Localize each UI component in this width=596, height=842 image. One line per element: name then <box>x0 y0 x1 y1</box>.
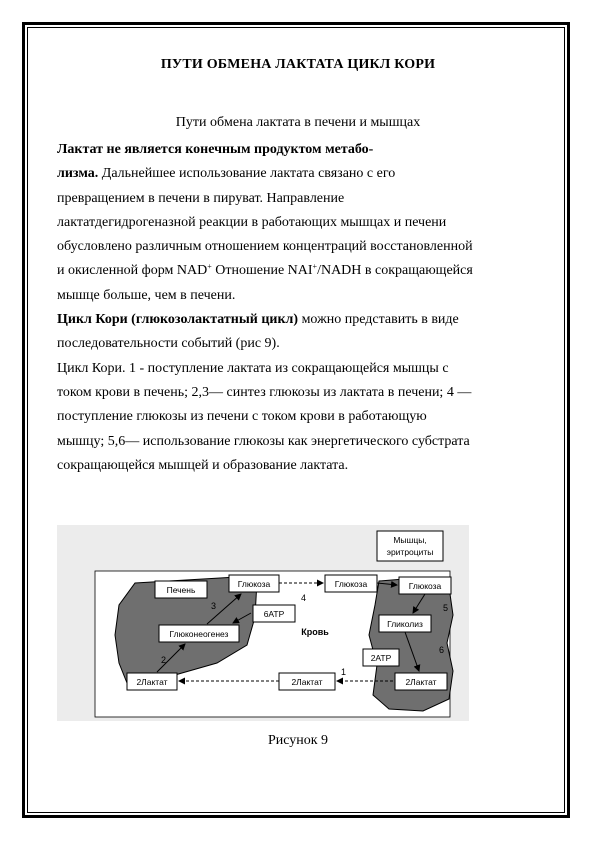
step-number-4: 4 <box>301 593 307 603</box>
paragraph-steps-line1: Цикл Кори. 1 - поступление лактата из сокращающейся мышцы с <box>57 360 449 376</box>
paragraph-steps-line4: мышцу; 5,6— использование глюкозы как энергетического субстрата <box>57 433 470 449</box>
step-number-6: 6 <box>439 645 445 655</box>
box-6atp <box>253 605 295 622</box>
paragraph-lactate-line4: лактатдегидрогеназной реакции в работающих мышцах и печени <box>57 214 447 230</box>
paragraph-cori-line2: последовательности событий (рис 9). <box>57 336 280 352</box>
page-title: ПУТИ ОБМЕНА ЛАКТАТА ЦИКЛ КОРИ <box>160 57 436 72</box>
label-glucose-muscle: Глюкоза <box>408 581 442 591</box>
body-text <box>57 138 543 478</box>
label-glucose-liver: Глюкоза <box>237 579 271 589</box>
box-muscle <box>377 531 443 561</box>
box-glucose-muscle <box>399 577 451 594</box>
label-lactate-liver: 2Лактат <box>136 677 168 687</box>
label-liver: Печень <box>166 585 196 595</box>
label-blood: Кровь <box>301 627 329 637</box>
box-glucose-blood <box>325 575 377 592</box>
bold-lead: Лактат не является конечным продуктом метабо- <box>57 142 374 157</box>
label-glucose-blood: Глюкоза <box>334 579 368 589</box>
box-glucose-liver <box>229 575 279 592</box>
label-2atp: 2АТР <box>370 653 392 663</box>
paragraph-steps-line2: током крови в печень; 2,3— синтез глюкозы из лактата в печени; 4 — <box>57 384 472 400</box>
box-glycolysis <box>379 615 431 632</box>
step-number-1: 1 <box>341 667 347 677</box>
box-lactate-blood <box>279 673 335 690</box>
page-subtitle: Пути обмена лактата в печени и мышцах <box>175 115 421 130</box>
box-lactate-muscle <box>395 673 447 690</box>
step-number-3: 3 <box>211 601 217 611</box>
paragraph-lactate-line3: превращением в печени в пируват. Направление <box>57 190 345 206</box>
label-lactate-blood: 2Лактат <box>291 677 323 687</box>
box-gluconeogenesis <box>159 625 239 642</box>
paragraph-steps-line3: поступление глюкозы из печени с током крови в работающую <box>57 409 427 425</box>
step-number-5: 5 <box>443 603 449 613</box>
label-muscle-line1: Мышцы, <box>393 535 427 545</box>
bold-term: Цикл Кори (глюкозолактатный цикл) <box>57 312 299 328</box>
text-span: Отношение NAI <box>211 263 313 279</box>
text-span: и окисленной форм NAD <box>57 263 208 279</box>
superscript: + <box>312 262 318 272</box>
step-number-2: 2 <box>161 655 167 665</box>
paragraph-steps-line5: сокращающейся мышцей и образование лактата. <box>57 457 349 473</box>
muscle-shape <box>369 577 453 711</box>
text-span: Дальнейшее использование лактата связано с его <box>98 166 396 182</box>
superscript: + <box>207 262 212 272</box>
box-2atp <box>363 649 399 666</box>
paragraph-lactate-line5: обусловлено различным отношением концентраций восстановленной <box>57 239 473 255</box>
paragraph-lactate-line7: мышце больше, чем в печени. <box>57 287 236 303</box>
text-span: /NADH в сокращающейся <box>317 263 473 279</box>
label-lactate-muscle: 2Лактат <box>405 677 437 687</box>
label-glycolysis: Гликолиз <box>387 619 423 629</box>
paragraph-lactate-line1 <box>57 138 543 162</box>
label-muscle-line2: эритроциты <box>386 547 434 557</box>
paragraph-cori-line1 <box>57 308 543 332</box>
paragraph-lactate-line6 <box>57 259 543 283</box>
label-gluconeogenesis: Глюконеогенез <box>169 629 229 639</box>
box-lactate-liver <box>127 673 177 690</box>
bold-lead-end: лизма. <box>57 166 99 182</box>
box-liver <box>155 581 207 598</box>
paragraph-lactate-line2 <box>57 162 543 186</box>
figure-caption: Рисунок 9 <box>267 733 329 748</box>
cori-cycle-diagram <box>57 525 469 721</box>
cori-cycle-figure <box>57 525 469 721</box>
text-span: можно представить в виде <box>298 312 459 328</box>
label-6atp: 6АТР <box>263 609 285 619</box>
